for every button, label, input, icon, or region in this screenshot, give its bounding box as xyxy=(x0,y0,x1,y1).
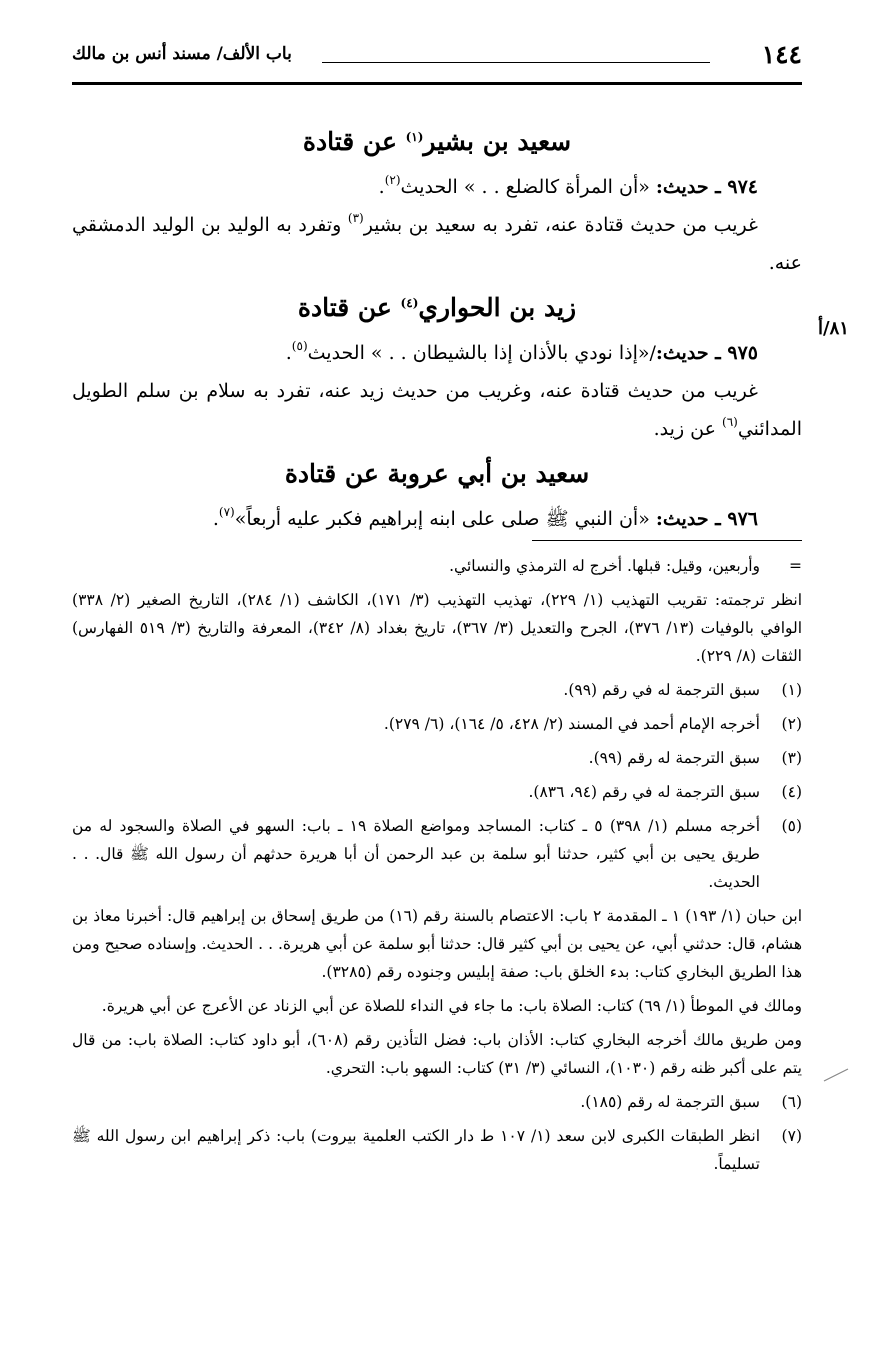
heading-tail: عن قتادة xyxy=(297,293,401,322)
section-heading xyxy=(72,116,802,168)
paragraph-text-tail: وتفرد به الوليد بن الوليد الدمشقي عنه. xyxy=(72,214,802,274)
footnote-item xyxy=(72,778,802,806)
header-dash-line xyxy=(322,62,710,63)
hadith-line xyxy=(72,334,802,372)
heading-name: زيد بن الحواري xyxy=(418,293,577,322)
heading-name: سعيد بن أبي عروبة عن قتادة xyxy=(284,459,590,488)
header-rule xyxy=(72,82,802,85)
footnote-paragraph: ابن حبان (١/ ١٩٣) ١ ـ المقدمة ٢ باب: الاعتصام بالسنة رقم (١٦) من طريق إسحاق بن إبراهيم قال: أخبرنا معاذ بن هشام، قال: حدثني أبي، عن يحيى بن أبي كثير قال: حدثنا أبو سلمة عن أبي هريرة. . . الحديث. وإسناده صحيح ومن هذا الطريق البخاري كتاب: بدء الخلق باب: صفة إبليس وجنوده رقم (٣٢٨٥). xyxy=(72,907,803,981)
margin-folio-note: ٨١/أ xyxy=(818,318,849,339)
hadith-text: «أن المرأة كالضلع . . » الحديث xyxy=(400,176,656,198)
footnote-paragraph: ومن طريق مالك أخرجه البخاري كتاب: الأذان باب: فضل التأذين رقم (٦٠٨)، أبو داود كتاب: الصلاة باب: من قال يتم على أكبر ظنه رقم (١٠٣٠)، النسائي (٣/ ٣١) كتاب: السهو باب: التحري. xyxy=(72,1031,802,1077)
footnote-text: سبق الترجمة له في رقم (٩٤، ٨٣٦). xyxy=(528,783,760,801)
footnote-number: (٦) xyxy=(781,1093,802,1111)
footnote-paragraph: انظر ترجمته: تقريب التهذيب (١/ ٢٢٩)، تهذيب التهذيب (٣/ ١٧١)، الكاشف (١/ ٢٨٤)، التاريخ الصغير (٢/ ٣٣٨) الوافي بالوفيات (١٣/ ٣٧٦)، الجرح والتعديل (٣/ ٣٦٧)، تاريخ بغداد (٨/ ٣٤٢)، المعرفة والتاريخ (٣/ ٥١٩ الفهارس) الثقات (٨/ ٢٢٩). xyxy=(72,591,803,665)
hadith-end: . xyxy=(378,176,385,198)
paragraph-text: غريب من حديث قتادة عنه، وغريب من حديث زيد عنه، تفرد به سلام بن سلم الطويل المدائني xyxy=(72,380,802,440)
footnote-paragraph: ومالك في الموطأ (١/ ٦٩) كتاب: الصلاة باب: ما جاء في النداء للصلاة عن أبي الزناد عن الأعرج عن أبي هريرة. xyxy=(101,997,802,1015)
hadith-end: . xyxy=(285,342,292,364)
continuation-marker: = xyxy=(789,557,802,575)
footnote-item xyxy=(72,1088,802,1116)
footnote-item xyxy=(72,744,802,772)
hadith-number: ٩٧٦ ـ حديث: xyxy=(655,508,758,530)
heading-name: سعيد بن بشير xyxy=(423,127,572,156)
paragraph-text: غريب من حديث قتادة عنه، تفرد به سعيد بن بشير xyxy=(363,214,758,236)
hadith-text: /«إذا نودي بالأذان إذا بالشيطان . . » الحديث xyxy=(307,342,656,364)
footnote-ref: (٣) xyxy=(347,211,364,225)
footnote-ref: (٦) xyxy=(722,415,738,429)
footnote-number: (٥) xyxy=(781,817,802,835)
hadith-end: . xyxy=(212,508,219,530)
footnote-ref: (١) xyxy=(405,130,424,144)
section-heading xyxy=(72,282,802,334)
hadith-line xyxy=(72,168,802,206)
footnote-text: أخرجه مسلم (١/ ٣٩٨) ٥ ـ كتاب: المساجد ومواضع الصلاة ١٩ ـ باب: السهو في الصلاة والسجود له من طريق يحيى بن أبي كثير، حدثنا أبو سلمة بن عبد الرحمن أن أبا هريرة حدثهم أن رسول الله ﷺ قال. . . الحديث. xyxy=(72,817,760,891)
pencil-tick-mark xyxy=(822,1065,850,1085)
footnote-text: وأربعين، وقيل: قبلها. أخرج له الترمذي والنسائي. xyxy=(449,557,760,575)
footnote-text: سبق الترجمة له في رقم (٩٩). xyxy=(563,681,760,699)
footnote-text: أخرجه الإمام أحمد في المسند (٢/ ٤٢٨، ٥/ ١٦٤)، (٦/ ٢٧٩). xyxy=(383,715,760,733)
hadith-number: ٩٧٤ ـ حديث: xyxy=(655,176,758,198)
footnote-separator xyxy=(532,540,802,541)
hadith-line xyxy=(72,500,802,538)
footnotes xyxy=(72,552,802,1184)
hadith-number: ٩٧٥ ـ حديث: xyxy=(655,342,758,364)
footnote-number: (٣) xyxy=(781,749,802,767)
footnote-text: انظر الطبقات الكبرى لابن سعد (١/ ١٠٧ ط دار الكتب العلمية بيروت) باب: ذكر إبراهيم ابن رسول الله ﷺ تسليماً. xyxy=(72,1127,761,1173)
footnote-item xyxy=(72,676,802,704)
footnote-number: (١) xyxy=(781,681,802,699)
heading-tail: عن قتادة xyxy=(302,127,406,156)
footnote-number: (٧) xyxy=(781,1127,802,1145)
footnote-ref: (٢) xyxy=(384,173,401,187)
footnote-continuation xyxy=(72,552,802,580)
footnote-text: سبق الترجمة له رقم (٩٩). xyxy=(588,749,760,767)
footnote-ref: (٧) xyxy=(218,505,235,519)
footnote-ref: (٥) xyxy=(291,339,308,353)
commentary-paragraph xyxy=(72,206,802,282)
header-title: باب الألف/ مسند أنس بن مالك xyxy=(72,44,292,64)
footnote-item xyxy=(72,1122,802,1178)
footnote-number: (٢) xyxy=(781,715,802,733)
footnote-text: سبق الترجمة له رقم (١٨٥). xyxy=(580,1093,760,1111)
hadith-text: «أن النبي ﷺ صلى على ابنه إبراهيم فكبر عليه أربعاً» xyxy=(234,508,656,530)
page-number: ١٤٤ xyxy=(761,40,802,69)
paragraph-text-tail: عن زيد. xyxy=(653,418,722,440)
footnote-item xyxy=(72,812,802,896)
running-header xyxy=(72,38,802,82)
footnote-number: (٤) xyxy=(781,783,802,801)
commentary-paragraph xyxy=(72,372,802,448)
footnote-ref: (٤) xyxy=(400,296,419,310)
footnote-item xyxy=(72,710,802,738)
section-heading xyxy=(72,448,802,500)
main-text xyxy=(72,116,802,538)
